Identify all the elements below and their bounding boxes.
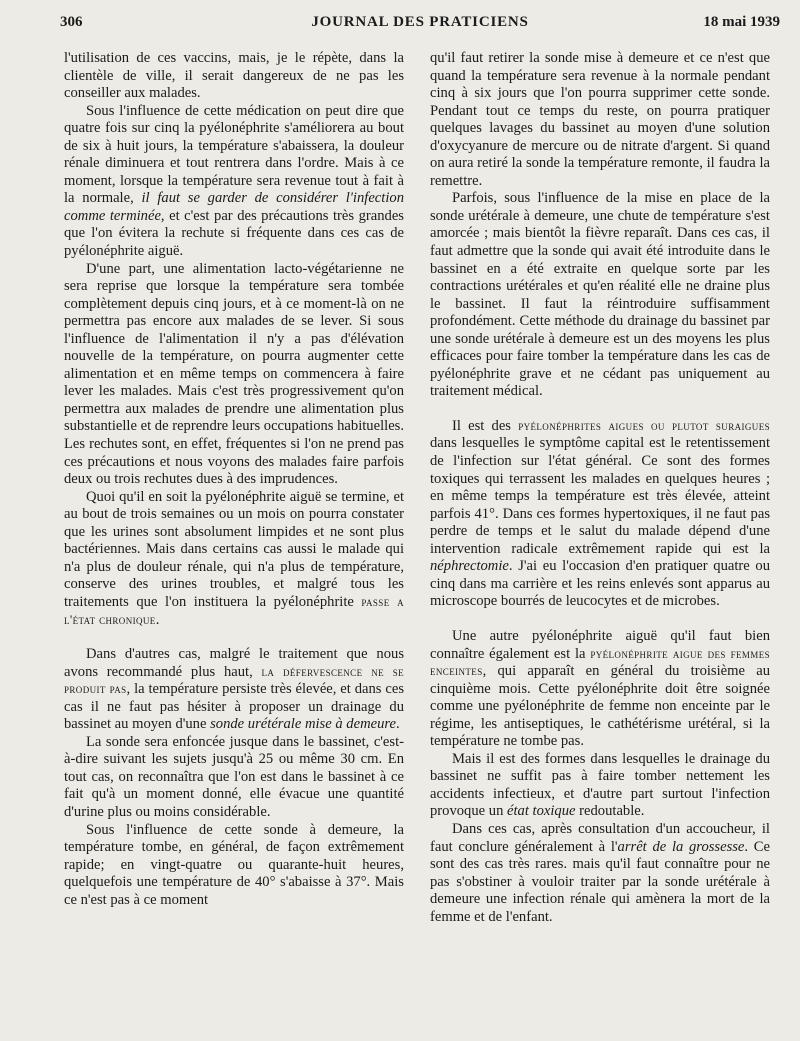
small-caps-text: pyélonéphrite aigue des femmes enceintes [430,646,771,679]
small-caps-text: passe a l'état chronique [64,594,404,627]
paragraph [430,628,770,751]
journal-title: JOURNAL DES PRATICIENS [311,14,529,30]
paragraph: D'une part, une alimentation lacto-végétarienne ne sera reprise que lorsque la température sera tombée complètement depuis cinq jours, et à ce moment-là on ne permettra pas encore aux malades de se lever. Si sous l'influence de l'alimentation il n'y a pas d'élévation nouvelle de la température, on pourra augmenter cette alimentation et en même temps on commencera à faire lever les malades. Mais c'est très progressivement qu'on permettra aux malades de prendre une alimentation plus substantielle et de reprendre leurs occupations habituelles. Les rechutes sont, en effet, fréquentes si l'on ne prend pas ces précautions et nous voyons des malades faire parfois deux ou trois rechutes dues à des imprudences. [64,260,404,488]
paragraph [64,646,404,734]
page-header [60,14,780,38]
italic-text: arrêt de la grossesse [617,838,745,855]
section-gap [430,401,770,418]
text-run: Quoi qu'il en soit la pyélonéphrite aiguë se termine, et au bout de trois semaines ou un mois on pourra constater que les urines sont absolument limpides et ne sont plus bactériennes. Mais dans certains cas aussi le malade qui n'a plus de douleur rénale, qui n'a plus de température, conserve des urines troubles, et malgré tous les traitements que l'on instituera la pyélonéphrite [64,488,404,610]
italic-text: il faut se garder de considérer l'infection comme terminée [64,190,404,224]
italic-text: sonde urétérale mise à demeure [210,716,396,733]
text-run: Mais il est des formes dans lesquelles le drainage du bassinet ne suffit pas à faire tomber nettement les accidents infectieux, et d'autre part surtout l'infection provoque un [430,750,770,820]
text-run: . [396,716,400,733]
paragraph: l'utilisation de ces vaccins, mais, je le répète, dans la clientèle de ville, il serait dangereux de ne pas les conseiller aux malades. [64,50,404,102]
italic-text: état toxique [507,803,576,820]
left-column [64,50,404,909]
text-run: Il est des [452,417,519,434]
text-run: Dans ces cas, après consultation d'un accoucheur, il faut conclure généralement à l' [430,820,770,855]
paragraph: Sous l'influence de cette sonde à demeure, la température tombe, en général, de façon extrêmement rapide; en vingt-quatre ou quarante-huit heures, quelquefois une température de 40° s'abaisse à 37°. Mais ce n'est pas à ce moment [64,821,404,908]
text-run: Une autre pyélonéphrite aiguë qu'il faut bien connaître également est la [430,627,770,662]
paragraph [64,489,404,629]
right-column [430,50,770,926]
paragraph [64,103,404,261]
italic-text: néphrectomie [430,558,509,575]
small-caps-text: pyélonéphrites aigues ou plutot suraigues [518,418,770,433]
paragraph: Parfois, sous l'influence de la mise en place de la sonde urétérale à demeure, une chute de température s'est amorcée ; mais bientôt la fièvre reparaît. Dans ces cas, il faut admettre que la sonde qui avait été introduite dans le bassinet en a été extraite en quelque sorte par les contractions urétérales et qu'en réalité elle ne draine plus le bassinet. Il faut la réintroduire suffisamment profondément. Cette méthode du drainage du bassinet par une sonde urétérale à demeure est un des moyens les plus efficaces pour faire tomber la température dans les cas de pyélonéphrite grave et ne cédant pas uniquement au traitement médical. [430,190,770,400]
text-run: , et c'est par des précautions très grandes que l'on évitera la rechute si fréquente dans ces cas de pyélonéphrite aiguë. [64,207,404,260]
text-run: . Ce sont des cas très rares. mais qu'il faut connaître pour ne pas s'obstiner à vouloir traiter par la sonde urétérale à demeure une infection rénale qui amènera la mort de la femme et de l'enfant. [430,838,770,925]
paragraph: La sonde sera enfoncée jusque dans le bassinet, c'est-à-dire suivant les sujets jusqu'à 25 ou même 30 cm. En tout cas, on reconnaîtra que l'on est dans le bassinet à ce fait qu'à un moment donné, elle évacue une quantité d'urine plus ou moins considérable. [64,733,404,820]
text-run: . J'ai eu l'occasion d'en pratiquer quatre ou cinq dans ma carrière et les reins enlevés sont apparus au microscope bourrés de leucocytes et de microbes. [430,558,770,610]
text-run: , la température persiste très élevée, et dans ces cas il ne faut pas hésiter à proposer un drainage du bassinet au moyen d'une [64,681,405,733]
paragraph: qu'il faut retirer la sonde mise à demeure et ce n'est que quand la température sera revenue à la normale pendant cinq à six jours que l'on pourra supprimer cette sonde. Pendant tout ce temps du reste, on pourra pratiquer quelques lavages du bassinet au moyen d'une solution d'oxycyanure de mercure ou de nitrate d'argent. Si quand on aura retiré la sonde la température remonte, il faudra la remettre. [430,50,770,189]
text-run: , qui apparaît en général du troisième au cinquième mois. Cette pyélonéphrite doit être soignée comme une pyélonéphrite de femme non enceinte par le régime, les antiseptiques, le cathétérisme urétéral, si la température ne tombe pas. [430,663,770,750]
text-run: redoutable. [575,803,645,820]
paragraph [430,418,770,611]
small-caps-text: la défervescence ne se produit pas [64,664,404,697]
text-run: Sous l'influence de cette médication on peut dire que quatre fois sur cinq la pyélonéphrite s'améliorera au bout de six à huit jours, la température s'abaissera, la douleur rénale diminuera et tout rentrera dans l'ordre. Mais à ce moment, lorsque la température sera revenue tout à fait à la normale, [64,102,404,207]
issue-date: 18 mai 1939 [703,14,780,30]
section-gap [430,611,770,628]
text-run: dans lesquelles le symptôme capital est le retentissement de l'infection sur l'état général. Ce sont des formes toxiques qui terrassent les malades en quelques heures ; en même temps la température est très élevée, atteint parfois 41°. Dans ces formes hypertoxiques, il ne faut pas perdre de temps et le salut du malade dépend d'une intervention radicale extrêmement rapide qui est la [430,435,770,557]
paragraph [430,821,770,926]
paragraph [430,751,770,821]
text-run: Dans d'autres cas, malgré le traitement que nous avons recommandé plus haut, [64,646,404,680]
section-gap [64,629,404,646]
page-number: 306 [60,14,83,30]
text-run: . [155,611,160,628]
